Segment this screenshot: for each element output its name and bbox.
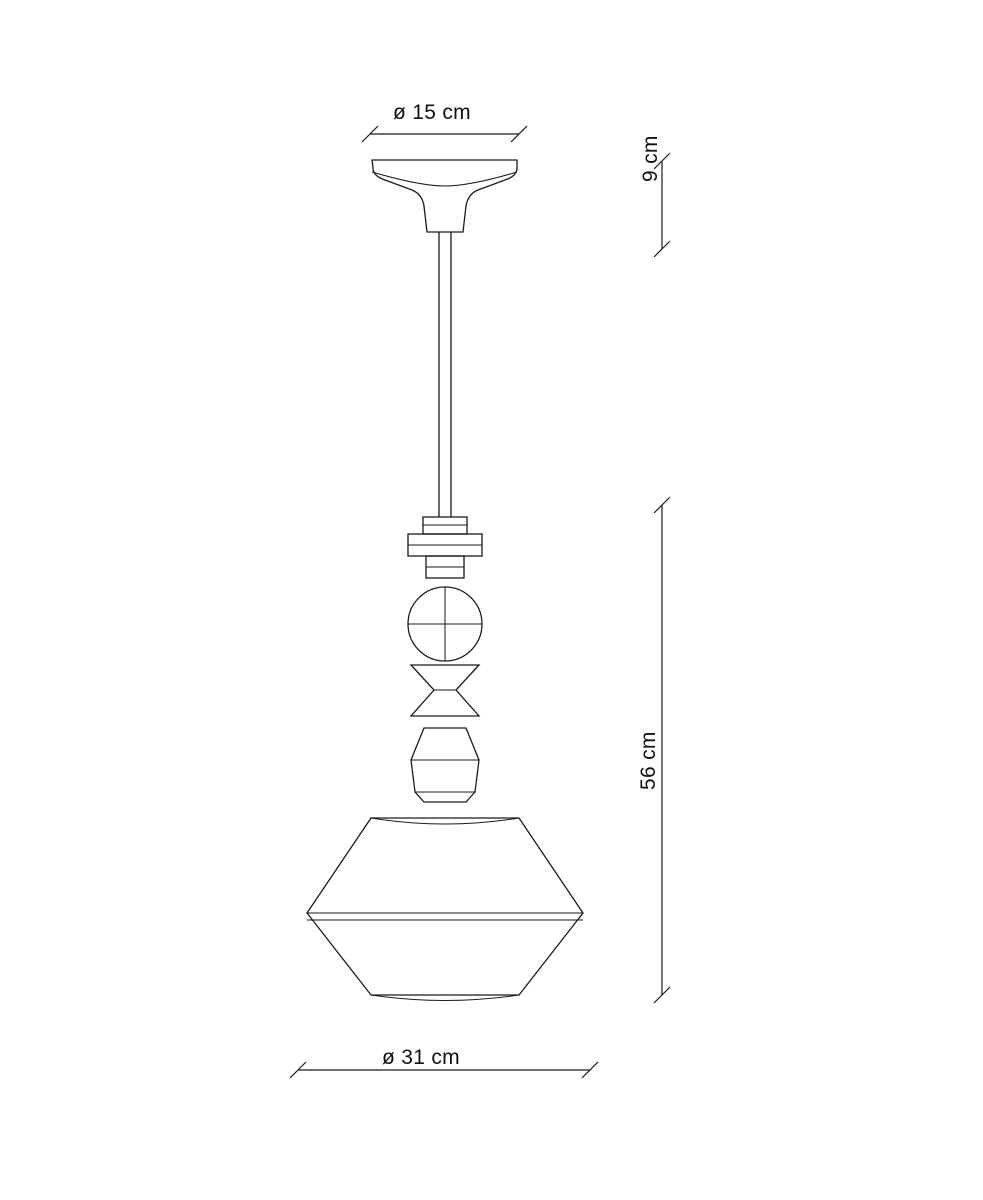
metal-collar (408, 517, 482, 578)
top-diameter-label: ø 15 cm (393, 101, 471, 124)
lamp-shade (307, 818, 583, 1001)
top-dimension-line (362, 126, 527, 142)
bottom-diameter-label: ø 31 cm (382, 1046, 460, 1069)
hourglass-bead (411, 665, 479, 716)
ceiling-canopy (372, 160, 517, 232)
cone-bead (411, 728, 479, 802)
suspension-cord (439, 232, 451, 517)
total-height-label: 56 cm (637, 731, 660, 790)
glass-sphere-bead (408, 587, 482, 661)
canopy-height-label: 9 cm (639, 135, 662, 182)
